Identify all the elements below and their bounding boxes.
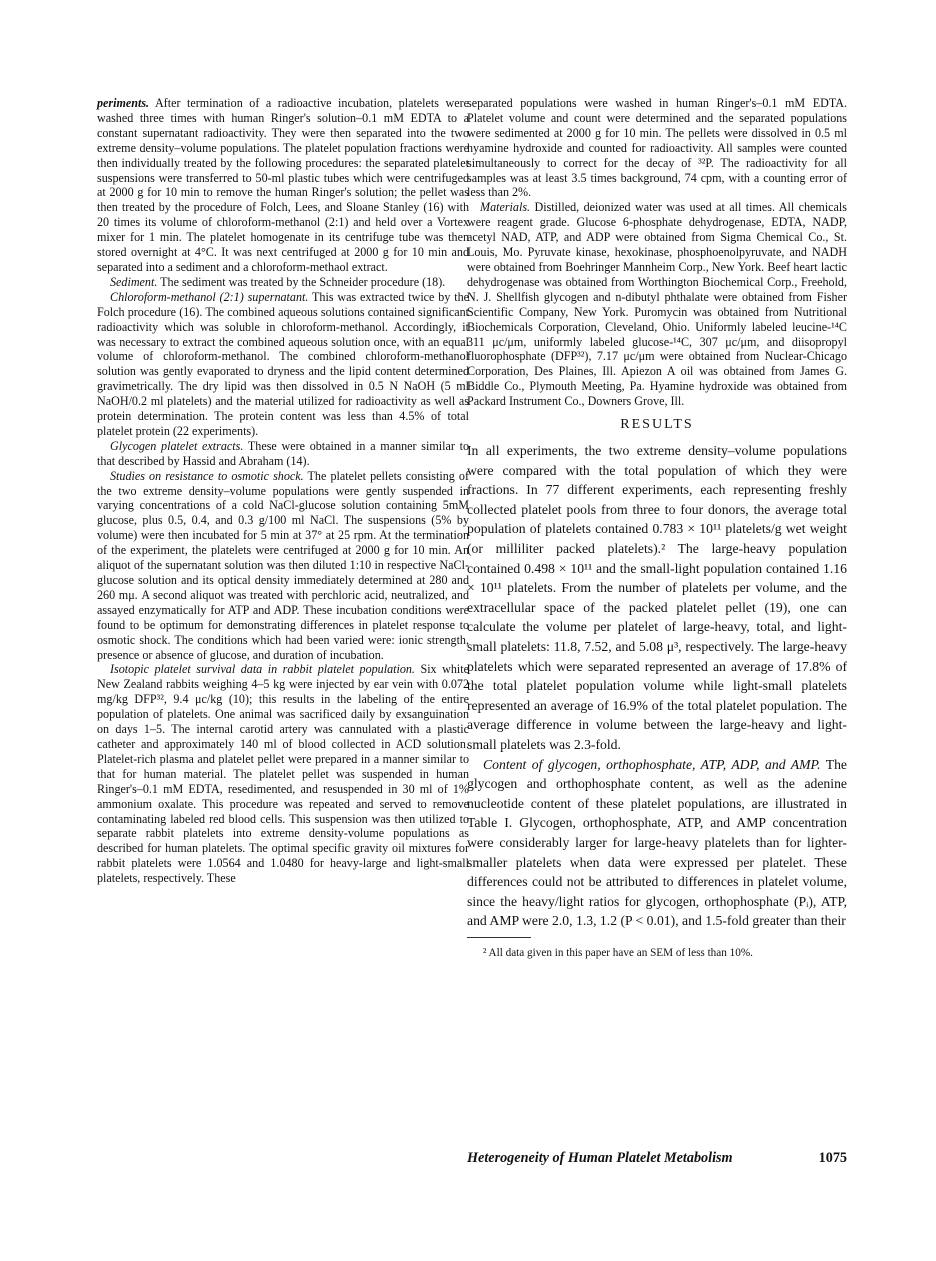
paragraph-text: This was extracted twice by the Folch procedure (16). The combined aqueous solutions contained significant radioactivity which was soluble in chloroform-methanol. Accordingly, it was necessary to extract the combined aqueous solution once, with an equal volume of chloroform-methanol. The combined chloroform-methanol solution was gently evaporated to dryness and the lipid content determined gravimetrically. The dry lipid was then dissolved in 0.5 N NaOH (5 ml NaOH/0.2 ml platelets) and the material utilized for radioactivity as well as protein determination. The protein content was less than 4.5% of total platelet protein (22 experiments). — [97, 289, 469, 438]
paragraph-lead: Glycogen platelet extracts. — [110, 438, 244, 453]
paragraph-osmotic-shock — [97, 469, 469, 663]
paragraph-materials — [467, 200, 847, 409]
paragraph-procedures — [97, 96, 469, 275]
paragraph-lead: Content of glycogen, orthophosphate, ATP, ADP, and AMP. — [483, 756, 821, 772]
page-number: 1075 — [818, 1150, 847, 1166]
paragraph-lead: Chloroform-methanol (2:1) supernatant. — [110, 289, 309, 304]
footnote: ² All data given in this paper have an SEM of less than 10%. — [483, 946, 753, 959]
paragraph-lead: Sediment. — [110, 274, 158, 289]
paragraph-text: The platelet pellets consisting of the two extreme density–volume populations were gently suspended in varying concentrations of a cold NaCl-glucose solution containing 5mM glucose, plus 0.5, 0.4, and 0.3 g/100 ml NaCl. The suspensions (5% by volume) were then incubated for 5 min at 37° at 25 rpm. At the termination of the experiment, the platelets were centrifuged at 2000 g for 10 min. An aliquot of the supernatant solution was then diluted 1:10 in respective NaCl-glucose solution and its optical density immediately determined at 280 and 260 mμ. A second aliquot was treated with perchloric acid, neutralized, and assayed enzymatically for ATP and ADP. These incubation conditions were found to be optimum for demonstrating differences in platelet response to osmotic shock. The conditions which had been varied were: ionic strength, presence or absence of glucose, and duration of incubation. — [97, 468, 469, 662]
running-title: Heterogeneity of Human Platelet Metabolism — [467, 1150, 733, 1166]
paragraph-text: The sediment was treated by the Schneider procedure (18). — [160, 274, 446, 289]
paragraph-text: After termination of a radioactive incubation, platelets were washed three times with human Ringer's solution–0.1 mM EDTA to a constant supernatant radioactivity. They were then separated into the two extreme density–volume populations. The platelet population fractions were then individually treated by the following procedures: the separated platelet suspensions were transferred to 50-ml plastic tubes which were centrifuged at 2000 g for 10 min to remove the human Ringer's solution; the pellet was then treated by the procedure of Folch, Lees, and Sloane Stanley (16) with 20 times its volume of chloroform-methanol (2:1) and held over a Vortex mixer for 1 min. The platelet homogenate in its centrifuge tube was then stored overnight at 4°C. It was next centrifuged at 2000 g for 10 min and separated into a sediment and a chloroform-methaol extract. — [97, 96, 469, 274]
section-heading-results: RESULTS — [620, 417, 694, 433]
paragraph-text: The glycogen and orthophosphate content, as well as the adenine nucleotide content of these platelet populations, are illustrated in Table I. Glycogen, orthophosphate, ATP, and AMP concentration were considerably larger for large-heavy platelets than for lighter-smaller platelets when data were expressed per platelet. These differences could not be attributed to differences in platelet volume, since the heavy/light ratios for glycogen, orthophosphate (Pᵢ), ATP, and AMP were 2.0, 1.3, 1.2 (P < 0.01), and 1.5-fold greater than their — [467, 756, 847, 929]
footnote-rule — [467, 937, 531, 938]
paragraph-isotopic-survival — [97, 662, 469, 886]
paragraph-text: Six white New Zealand rabbits weighing 4–5 kg were injected by ear vein with 0.072 mg/kg DFP³², 9.4 μc/kg (10); this results in the labeling of the entire population of platelets. One animal was sacrificed daily by exsanguination on days 1–5. The internal carotid artery was cannulated with a plastic catheter and approximately 140 ml of blood collected in ACD solution. Platelet-rich plasma and platelet pellet were prepared in a manner similar to that for human material. The platelet pellet was suspended in human Ringer's–0.1 mM EDTA, resedimented, and resuspended in 30 ml of 1% ammonium oxalate. This procedure was repeated and served to remove contaminating labeled red blood cells. This suspension was then utilized to separate rabbit platelets into extreme density-volume populations as described for human platelets. The optimal specific gravity oil mixtures for rabbit platelets were 1.0564 and 1.0480 for heavy-large and light-small platelets, respectively. These — [97, 662, 469, 886]
right-column — [467, 96, 847, 960]
paragraph-chloroform — [97, 290, 469, 439]
page-footer — [467, 1150, 847, 1167]
paragraph-sediment — [97, 275, 469, 290]
paragraph-glycogen-extracts — [97, 439, 469, 469]
left-column — [97, 96, 469, 886]
paragraph-glycogen-content — [467, 755, 847, 931]
paragraph-lead: Isotopic platelet survival data in rabbit platelet population. — [110, 662, 415, 677]
paragraph-lead: Materials. — [480, 200, 531, 215]
paragraph-lead: Studies on resistance to osmotic shock. — [110, 468, 304, 483]
paragraph-lead: periments. — [97, 96, 150, 110]
paragraph-results-intro: In all experiments, the two extreme density–volume populations were compared with the total population of which they were fractions. In 77 different experiments, each representing freshly collected platelet pools from three to four donors, the average total population of platelets contained 0.783 × 10¹¹ platelets/g wet weight (or milliliter packed platelets).² The large-heavy population contained 0.498 × 10¹¹ and the small-light population contained 1.16 × 10¹¹ platelets. From the number of platelets per volume, and the extracellular space of the packed platelet pellet (19), one can calculate the volume per platelet of large-heavy, total, and light-small platelets: 11.8, 7.52, and 5.08 μ³, respectively. The large-heavy platelets which were separated represented an average of 17.8% of the total platelet population volume while light-small platelets represented an average of 16.9% of the total platelet population. The average difference in volume between the large-heavy and light-small platelets was 2.3-fold. — [467, 443, 847, 752]
paragraph-text: Distilled, deionized water was used at all times. All chemicals were reagent grade. Glucose 6-phosphate dehydrogenase, EDTA, NADP, acetyl NAD, ATP, and ADP were obtained from Sigma Chemical Co., St. Louis, Mo. Pyruvate kinase, hexokinase, phosphoenolpyruvate, and NADH were obtained from Boehringer Mannheim Corp., New York. Beef heart lactic dehydrogenase was obtained from Worthington Biochemical Corp., Freehold, N. J. Shellfish glycogen and n-dibutyl phthalate were obtained from Fisher Scientific Company, New York. Puromycin was obtained from Nutritional Biochemicals Corporation, Cleveland, Ohio. Uniformly labeled leucine-¹⁴C 311 μc/μm, uniformly labeled glucose-¹⁴C, 307 μc/μm, and diisopropyl fluorophosphate (DFP³²), 7.17 μc/μm were obtained from Nuclear-Chicago Corporation, Des Plaines, Ill. Apiezon A oil was obtained from James G. Biddle Co., Plymouth Meeting, Pa. Hyamine hydroxide was obtained from Packard Instrument Co., Downers Grove, Ill. — [467, 200, 847, 409]
paragraph-text: These were obtained in a manner similar to that described by Hassid and Abraham (14). — [97, 438, 470, 468]
paragraph-continued: separated populations were washed in human Ringer's–0.1 mM EDTA. Platelet volume and count were determined and the separated populations were sedimented at 2000 g for 10 min. The pellets were dissolved in 0.5 ml hyamine hydroxide and counted for radioactivity. All samples were counted simultaneously to correct for the decay of ³²P. The radioactivity for all samples was at least 3.5 times background, 74 cpm, with a counting error of less than 2%. — [467, 96, 847, 200]
